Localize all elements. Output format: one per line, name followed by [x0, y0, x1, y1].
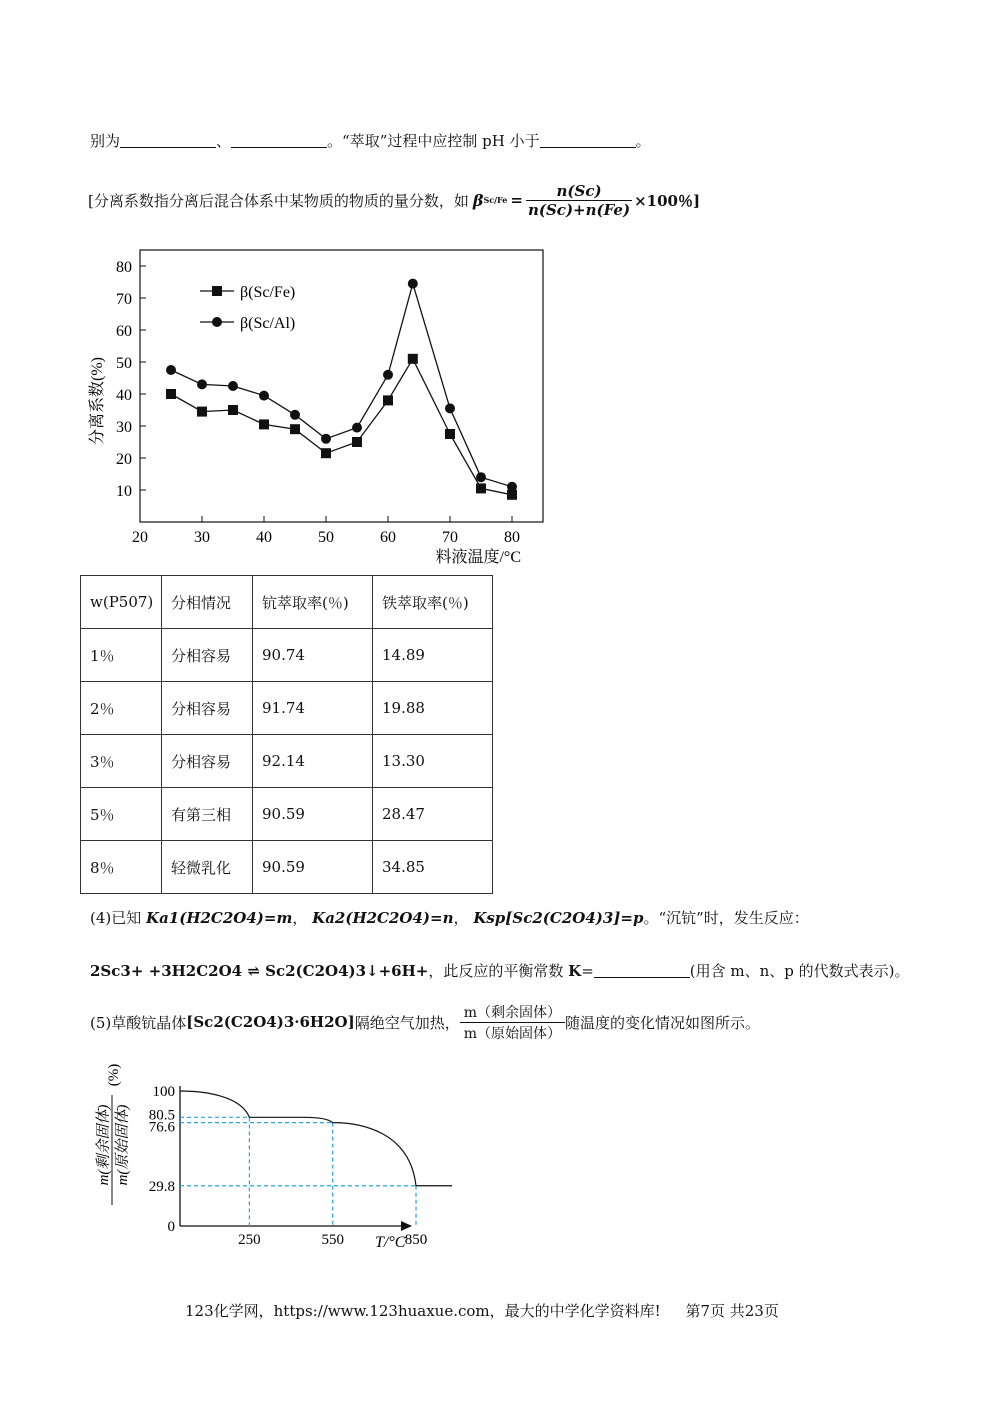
y-tick-label: 76.6	[148, 1119, 175, 1136]
q5-mid: 隔绝空气加热，	[354, 1013, 460, 1032]
x-axis-label: T/°C	[375, 1234, 406, 1251]
table-cell: 有第三相	[162, 788, 253, 841]
data-point-square	[290, 424, 300, 434]
table-cell: 34.85	[373, 841, 493, 894]
y-tick-label: 80.5	[148, 1107, 175, 1124]
y-tick-label: 70	[116, 291, 132, 308]
page-footer	[185, 1300, 779, 1321]
table-cell: 5％	[81, 788, 162, 841]
data-point-square	[352, 437, 362, 447]
table-cell: 28.47	[373, 788, 493, 841]
separation-chart	[80, 240, 560, 570]
data-point-square	[476, 483, 486, 493]
mass-ratio-fraction	[460, 1002, 565, 1043]
x-tick-label: 40	[256, 529, 272, 546]
data-point-circle	[259, 391, 269, 401]
y-label-unit: (%)	[106, 1063, 122, 1087]
table-row	[81, 788, 493, 841]
table-row	[81, 682, 493, 735]
x-tick-label: 60	[380, 529, 396, 546]
footer-text: 123化学网，https://www.123huaxue.com，最大的中学化学资料库!	[185, 1302, 661, 1320]
data-point-square	[166, 389, 176, 399]
y-tick-label: 29.8	[148, 1178, 175, 1195]
page-number: 第7页 共23页	[685, 1302, 779, 1320]
table-header: 分相情况	[162, 576, 253, 629]
y-tick-label: 100	[152, 1084, 175, 1100]
data-point-square	[408, 354, 418, 364]
x-tick-label: 50	[318, 529, 334, 546]
mass-loss-chart	[90, 1063, 428, 1260]
y-tick-label: 80	[116, 259, 132, 276]
table-cell: 13.30	[373, 735, 493, 788]
k-label: K	[568, 962, 582, 980]
table-cell: 轻微乳化	[162, 841, 253, 894]
table-cell: 19.88	[373, 682, 493, 735]
table-cell: 14.89	[373, 629, 493, 682]
table-header: 铁萃取率(％)	[373, 576, 493, 629]
x-tick-label: 20	[132, 529, 148, 546]
table-header: w(P507)	[81, 576, 162, 629]
data-point-square	[321, 448, 331, 458]
x-tick-label: 30	[194, 529, 210, 546]
extraction-table	[80, 575, 493, 894]
table-cell: 分相容易	[162, 735, 253, 788]
table-cell: 8％	[81, 841, 162, 894]
table-cell: 3％	[81, 735, 162, 788]
answer-blank-1[interactable]	[120, 133, 216, 148]
q5-tail: 随温度的变化情况如图所示。	[565, 1013, 761, 1032]
x-axis-arrow	[401, 1221, 412, 1231]
k-tail: (用含 m、n、p 的代数式表示)。	[689, 962, 910, 980]
mass-ratio-denominator: m（原始固体）	[463, 1025, 561, 1042]
y-tick-label: 20	[116, 451, 132, 468]
table-row	[81, 735, 493, 788]
data-point-square	[197, 407, 207, 417]
separation-fraction	[526, 182, 632, 219]
table-cell: 91.74	[253, 682, 373, 735]
y-label-numerator: m(剩余固体)	[96, 1104, 112, 1186]
table-cell: 90.59	[253, 788, 373, 841]
y-tick-label: 0	[167, 1219, 175, 1235]
x-tick-label: 850	[404, 1232, 428, 1248]
table-cell: 90.59	[253, 841, 373, 894]
legend-marker-circle	[212, 317, 222, 327]
x-tick-label: 550	[321, 1232, 344, 1248]
table-cell: 90.74	[253, 629, 373, 682]
beta-symbol: β	[472, 190, 484, 210]
table-header-row	[81, 576, 493, 629]
question-5-line	[90, 1000, 760, 1044]
data-point-square	[228, 405, 238, 415]
y-tick-label: 30	[116, 419, 132, 436]
data-point-circle	[321, 434, 331, 444]
data-point-circle	[476, 472, 486, 482]
q4-prefix: (4)已知	[90, 909, 142, 927]
beta-subscript: Sc/Fe	[483, 195, 508, 205]
y-tick-label: 60	[116, 323, 132, 340]
x-axis-label: 料液温度/°C	[435, 549, 521, 566]
y-label-denominator: m(原始固体)	[115, 1104, 131, 1186]
fraction-denominator: n(Sc)+n(Fe)	[527, 200, 631, 219]
text-end: 。	[635, 132, 651, 150]
x-tick-label: 70	[442, 529, 458, 546]
ksp-expression: Ksp[Sc2(C2O4)3]=p	[473, 909, 644, 927]
text-mid: 。“萃取”过程中应控制 pH 小于	[327, 132, 540, 150]
y-tick-label: 40	[116, 387, 132, 404]
equals-sign: =	[510, 191, 523, 209]
answer-line	[90, 130, 651, 151]
data-point-circle	[166, 365, 176, 375]
answer-blank-2[interactable]	[231, 133, 327, 148]
fraction-numerator: n(Sc)	[526, 182, 632, 201]
question-4-line-2	[90, 960, 910, 981]
text-sep: 、	[216, 132, 232, 150]
answer-blank-3[interactable]	[540, 133, 636, 148]
table-cell: 分相容易	[162, 682, 253, 735]
y-tick-label: 50	[116, 355, 132, 372]
table-row	[81, 841, 493, 894]
q5-prefix: (5)草酸钪晶体	[90, 1013, 187, 1032]
data-point-circle	[197, 379, 207, 389]
definition-line	[88, 174, 700, 226]
data-point-circle	[445, 403, 455, 413]
text-prefix: 别为	[90, 132, 121, 150]
reaction-equation: 2Sc3+ +3H2C2O4 ⇌ Sc2(C2O4)3↓+6H+	[90, 962, 429, 980]
table-row	[81, 629, 493, 682]
series-line	[171, 359, 512, 495]
answer-blank-k[interactable]	[594, 963, 690, 978]
data-point-circle	[290, 410, 300, 420]
table-cell: 2％	[81, 682, 162, 735]
q4-tail: 。“沉钪”时，发生反应：	[643, 909, 809, 927]
question-4-line-1: (4)已知 Ka1(H2C2O4)=m， Ka2(H2C2O4)=n， Ksp[Sc2(C2O4)3]=p。“沉钪”时，发生反应：	[90, 909, 809, 927]
table-cell: 分相容易	[162, 629, 253, 682]
definition-suffix: ×100％]	[634, 191, 701, 210]
legend-marker-square	[212, 286, 222, 296]
crystal-formula: [Sc2(C2O4)3·6H2O]	[186, 1013, 355, 1031]
x-tick-label: 80	[504, 529, 520, 546]
data-point-circle	[228, 381, 238, 391]
definition-text: [分离系数指分离后混合体系中某物质的物质的量分数，如	[88, 191, 469, 210]
table-cell: 92.14	[253, 735, 373, 788]
y-tick-label: 10	[116, 483, 132, 500]
legend-label: β(Sc/Fe)	[240, 284, 296, 301]
k-equals: =	[581, 962, 594, 980]
data-point-circle	[352, 423, 362, 433]
data-point-square	[445, 429, 455, 439]
y-axis-label: 分离系数(%)	[89, 357, 106, 445]
x-tick-label: 250	[238, 1232, 261, 1248]
table-cell: 1％	[81, 629, 162, 682]
data-point-square	[383, 395, 393, 405]
data-point-circle	[408, 279, 418, 289]
y-axis-label	[95, 1064, 131, 1205]
mass-ratio-curve	[180, 1091, 452, 1186]
table-header: 钪萃取率(％)	[253, 576, 373, 629]
legend-label: β(Sc/Al)	[240, 315, 296, 332]
data-point-circle	[507, 482, 517, 492]
data-point-circle	[383, 370, 393, 380]
ka1-expression: Ka1(H2C2O4)=m	[146, 909, 293, 927]
data-point-square	[259, 419, 269, 429]
series-line	[171, 284, 512, 487]
mass-ratio-numerator: m（剩余固体）	[460, 1002, 565, 1023]
k-text: ，此反应的平衡常数	[428, 962, 564, 980]
ka2-expression: Ka2(H2C2O4)=n	[312, 909, 454, 927]
